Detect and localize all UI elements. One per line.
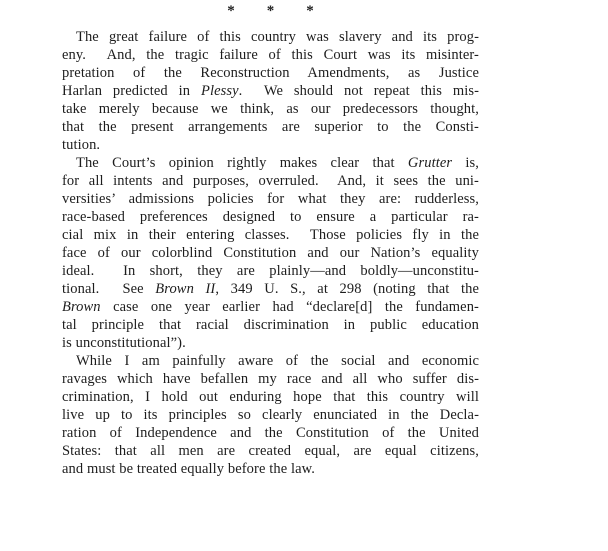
text-line: [62, 370, 479, 388]
text-segment: live up to its principles so clearly enunciated in the Decla-: [62, 407, 479, 423]
text-line: [62, 226, 479, 244]
italic-text-segment: Brown: [62, 299, 101, 315]
text-segment: pretation of the Reconstruction Amendments, as Justice: [62, 65, 479, 81]
text-segment: The Court’s opinion rightly makes clear that: [76, 155, 408, 171]
text-line: [62, 334, 479, 352]
section-break: [62, 2, 479, 20]
text-segment: take merely because we think, as our predecessors thought,: [62, 101, 479, 117]
text-segment: tution.: [62, 137, 101, 153]
text-line: [62, 118, 479, 136]
text-line: [62, 64, 479, 82]
text-segment: Harlan predicted in: [62, 83, 201, 99]
text-line: [62, 280, 479, 298]
italic-text-segment: Brown II: [155, 281, 216, 297]
text-line: [62, 190, 479, 208]
text-line: [62, 100, 479, 118]
text-line: [62, 352, 479, 370]
text-segment: case one year earlier had “declare[d] the fundamen-: [100, 299, 479, 315]
text-line: [62, 460, 479, 478]
text-line: [62, 406, 479, 424]
text-segment: States: that all men are created equal, are equal citizens,: [62, 443, 479, 459]
text-segment: tional. See: [62, 281, 156, 297]
asterisk: *: [266, 3, 275, 19]
text-line: [62, 298, 479, 316]
text-segment: tal principle that racial discrimination in public education: [62, 317, 479, 333]
text-line: [62, 442, 479, 460]
text-segment: is unconstitutional”).: [62, 335, 186, 351]
text-segment: ravages which have befallen my race and all who suffer dis-: [62, 371, 479, 387]
text-line: [62, 316, 479, 334]
text-line: [62, 46, 479, 64]
text-segment: The great failure of this country was slavery and its prog-: [76, 29, 479, 45]
text-line: [62, 208, 479, 226]
text-line: [62, 82, 479, 100]
text-segment: race-based preferences designed to ensure a particular ra-: [62, 209, 479, 225]
text-segment: While I am painfully aware of the social and economic: [76, 353, 479, 369]
text-segment: that the present arrangements are superior to the Consti-: [62, 119, 479, 135]
italic-text-segment: Plessy: [200, 83, 239, 99]
text-segment: ideal. In short, they are plainly—and boldly—unconstitu-: [62, 263, 479, 279]
text-segment: crimination, I hold out enduring hope that this country will: [62, 389, 479, 405]
text-line: [62, 28, 479, 46]
text-line: [62, 424, 479, 442]
text-segment: and must be treated equally before the law.: [62, 461, 315, 477]
text-line: [62, 172, 479, 190]
text-segment: for all intents and purposes, overruled. And, it sees the uni-: [62, 173, 479, 189]
text-segment: is,: [452, 155, 479, 171]
text-segment: versities’ admissions policies for what they are: rudderless,: [62, 191, 479, 207]
text-segment: eny. And, the tragic failure of this Court was its misinter-: [62, 47, 479, 63]
text-line: [62, 388, 479, 406]
text-segment: cial mix in their entering classes. Those policies fly in the: [62, 227, 479, 243]
asterisk: *: [227, 3, 235, 19]
text-segment: . We should not repeat this mis-: [238, 83, 479, 99]
asterisk: *: [306, 3, 314, 19]
text-segment: ration of Independence and the Constitution of the United: [62, 425, 479, 441]
opinion-text: [62, 28, 479, 478]
italic-text-segment: Grutter: [407, 155, 453, 171]
text-segment: , 349 U. S., at 298 (noting that the: [215, 281, 479, 297]
text-line: [62, 136, 479, 154]
text-line: [62, 244, 479, 262]
text-line: [62, 262, 479, 280]
text-segment: face of our colorblind Constitution and our Nation’s equality: [62, 245, 479, 261]
text-line: [62, 154, 479, 172]
